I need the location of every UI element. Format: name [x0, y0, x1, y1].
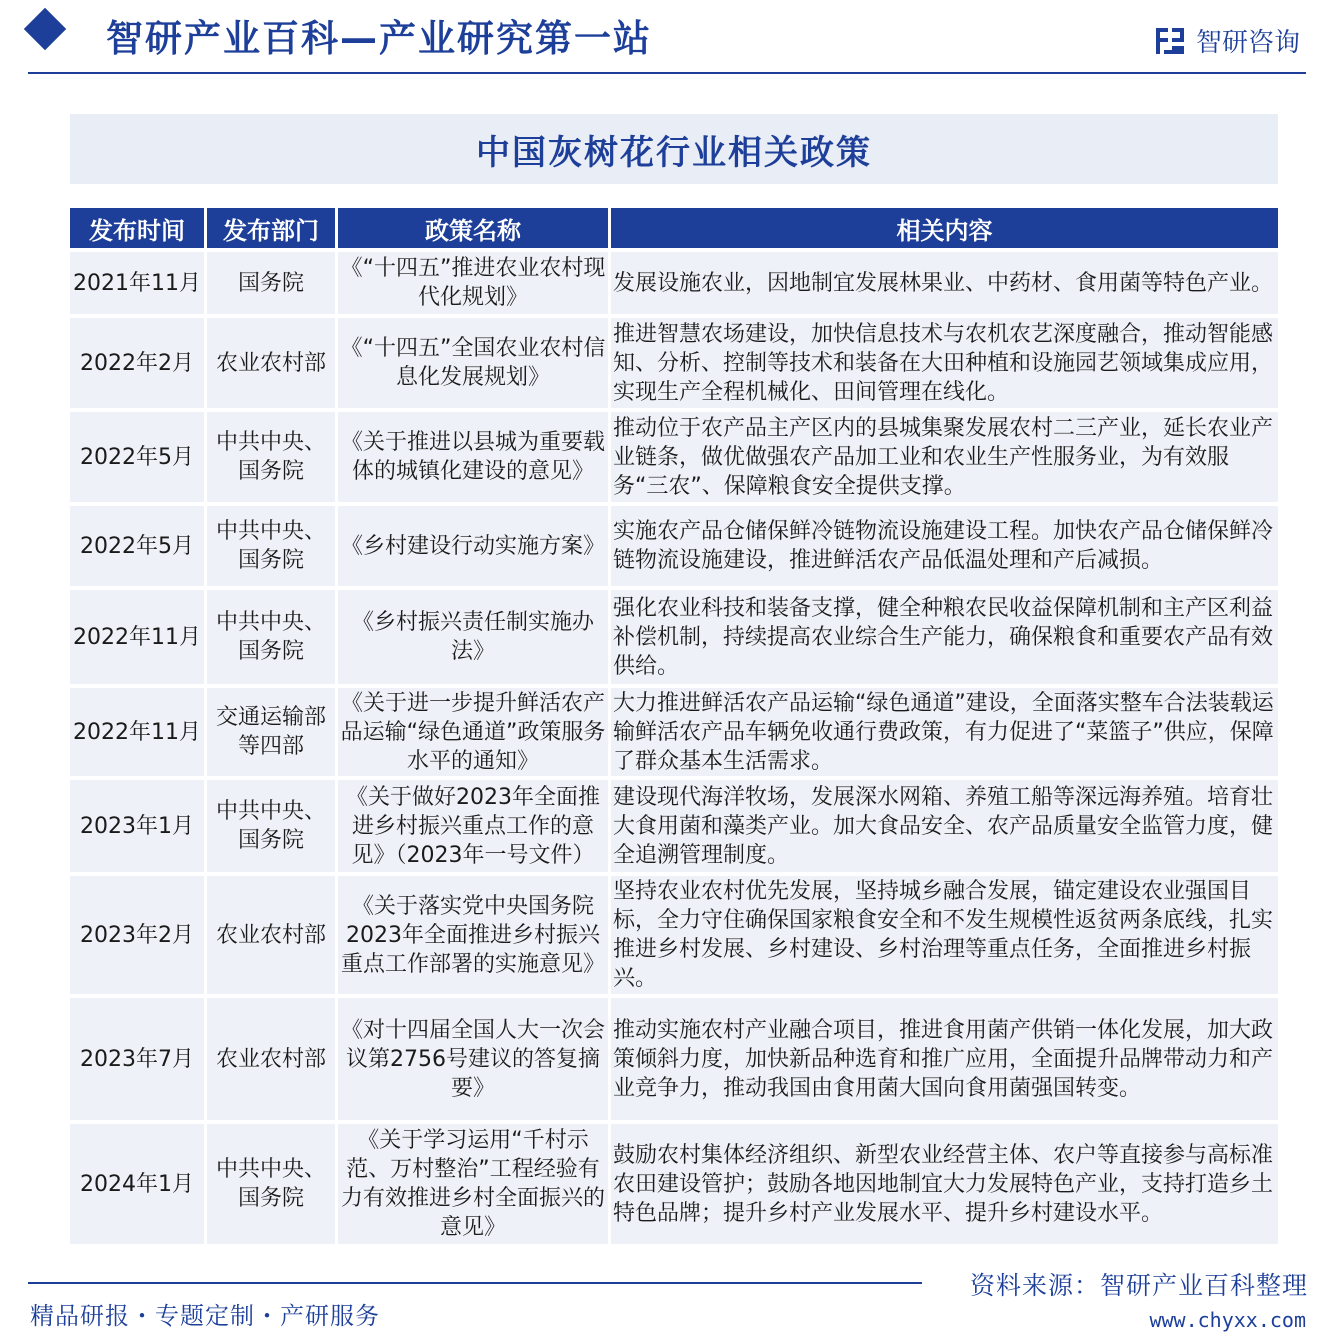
- cell-date: 2023年2月: [70, 872, 207, 994]
- cell-content: 鼓励农村集体经济组织、新型农业经营主体、农户等直接参与高标准农田建设管护；鼓励各地因地制宜大力发展特色产业，支持打造乡土特色品牌；提升乡村产业发展水平、提升乡村建设水平。: [611, 1120, 1278, 1244]
- column-header-content: 相关内容: [611, 208, 1278, 248]
- column-header-date: 发布时间: [70, 208, 207, 248]
- cell-dept: 中共中央、国务院: [207, 586, 338, 684]
- cell-dept: 农业农村部: [207, 994, 338, 1120]
- cell-date: 2022年5月: [70, 502, 207, 586]
- column-header-name: 政策名称: [338, 208, 611, 248]
- cell-content: 强化农业科技和装备支撑，健全种粮农民收益保障机制和主产区利益补偿机制，持续提高农业综合生产能力，确保粮食和重要农产品有效供给。: [611, 586, 1278, 684]
- cell-content: 坚持农业农村优先发展，坚持城乡融合发展，锚定建设农业强国目标，全力守住确保国家粮食安全和不发生规模性返贫两条底线，扎实推进乡村发展、乡村建设、乡村治理等重点任务，全面推进乡村振兴。: [611, 872, 1278, 994]
- table-row: [70, 776, 1278, 872]
- cell-date: 2024年1月: [70, 1120, 207, 1244]
- cell-policy-name: 《关于做好2023年全面推进乡村振兴重点工作的意见》（2023年一号文件）: [338, 776, 611, 872]
- site-title: 智研产业百科—产业研究第一站: [106, 17, 652, 60]
- table-row: [70, 248, 1278, 314]
- table-row: [70, 314, 1278, 408]
- cell-dept: 中共中央、国务院: [207, 776, 338, 872]
- cell-dept: 中共中央、国务院: [207, 408, 338, 502]
- footer-divider: [28, 1282, 922, 1284]
- table-row: [70, 684, 1278, 776]
- table-title: 中国灰树花行业相关政策: [476, 132, 872, 173]
- cell-content: 大力推进鲜活农产品运输“绿色通道”建设，全面落实整车合法装载运输鲜活农产品车辆免收通行费政策，有力促进了“菜篮子”供应，保障了群众基本生活需求。: [611, 684, 1278, 776]
- cell-policy-name: 《乡村建设行动实施方案》: [338, 502, 611, 586]
- brand-logo[interactable]: [1154, 22, 1300, 59]
- cell-policy-name: 《“十四五”全国农业农村信息化发展规划》: [338, 314, 611, 408]
- services-tagline: 精品研报・专题定制・产研服务: [30, 1302, 380, 1330]
- cell-policy-name: 《“十四五”推进农业农村现代化规划》: [338, 248, 611, 314]
- table-row: [70, 502, 1278, 586]
- cell-date: 2023年1月: [70, 776, 207, 872]
- brand-logo-text: 智研咨询: [1195, 28, 1300, 58]
- cell-content: 实施农产品仓储保鲜冷链物流设施建设工程。加快农产品仓储保鲜冷链物流设施建设，推进鲜活农产品低温处理和产后减损。: [611, 502, 1278, 586]
- cell-dept: 中共中央、国务院: [207, 1120, 338, 1244]
- table-row: [70, 408, 1278, 502]
- cell-content: 推进智慧农场建设，加快信息技术与农机农艺深度融合，推动智能感知、分析、控制等技术和装备在大田种植和设施园艺领域集成应用，实现生产全程机械化、田间管理在线化。: [611, 314, 1278, 408]
- cell-dept: 中共中央、国务院: [207, 502, 338, 586]
- column-header-dept: 发布部门: [207, 208, 338, 248]
- policy-table: [70, 208, 1278, 1244]
- table-row: [70, 1120, 1278, 1244]
- cell-policy-name: 《对十四届全国人大一次会议第2756号建议的答复摘要》: [338, 994, 611, 1120]
- cell-date: 2021年11月: [70, 248, 207, 314]
- cell-content: 推动位于农产品主产区内的县城集聚发展农村二三产业，延长农业产业链条，做优做强农产品加工业和农业生产性服务业，为有效服务“三农”、保障粮食安全提供支撑。: [611, 408, 1278, 502]
- cell-date: 2022年5月: [70, 408, 207, 502]
- source-note: 资料来源：智研产业百科整理: [969, 1271, 1308, 1300]
- cell-content: 发展设施农业，因地制宜发展林果业、中药材、食用菌等特色产业。: [611, 248, 1278, 314]
- cell-policy-name: 《关于学习运用“千村示范、万村整治”工程经验有力有效推进乡村全面振兴的意见》: [338, 1120, 611, 1244]
- site-url[interactable]: www.chyxx.com: [1149, 1308, 1306, 1332]
- cell-dept: 农业农村部: [207, 314, 338, 408]
- cell-dept: 交通运输部等四部: [207, 684, 338, 776]
- diamond-icon: [24, 8, 66, 50]
- brand-logo-icon: [1154, 26, 1186, 56]
- table-row: [70, 586, 1278, 684]
- cell-dept: 农业农村部: [207, 872, 338, 994]
- table-header-row: [70, 208, 1278, 248]
- table-row: [70, 994, 1278, 1120]
- cell-policy-name: 《关于推进以县城为重要载体的城镇化建设的意见》: [338, 408, 611, 502]
- cell-policy-name: 《关于落实党中央国务院2023年全面推进乡村振兴重点工作部署的实施意见》: [338, 872, 611, 994]
- cell-policy-name: 《乡村振兴责任制实施办法》: [338, 586, 611, 684]
- cell-policy-name: 《关于进一步提升鲜活农产品运输“绿色通道”政策服务水平的通知》: [338, 684, 611, 776]
- cell-date: 2022年2月: [70, 314, 207, 408]
- cell-content: 建设现代海洋牧场，发展深水网箱、养殖工船等深远海养殖。培育壮大食用菌和藻类产业。加大食品安全、农产品质量安全监管力度，健全追溯管理制度。: [611, 776, 1278, 872]
- cell-date: 2023年7月: [70, 994, 207, 1120]
- cell-date: 2022年11月: [70, 684, 207, 776]
- cell-content: 推动实施农村产业融合项目，推进食用菌产供销一体化发展，加大政策倾斜力度，加快新品种选育和推广应用，全面提升品牌带动力和产业竞争力，推动我国由食用菌大国向食用菌强国转变。: [611, 994, 1278, 1120]
- cell-date: 2022年11月: [70, 586, 207, 684]
- table-title-box: [70, 114, 1278, 184]
- cell-dept: 国务院: [207, 248, 338, 314]
- header-divider: [28, 72, 1306, 74]
- page-header: [0, 0, 1318, 74]
- table-row: [70, 872, 1278, 994]
